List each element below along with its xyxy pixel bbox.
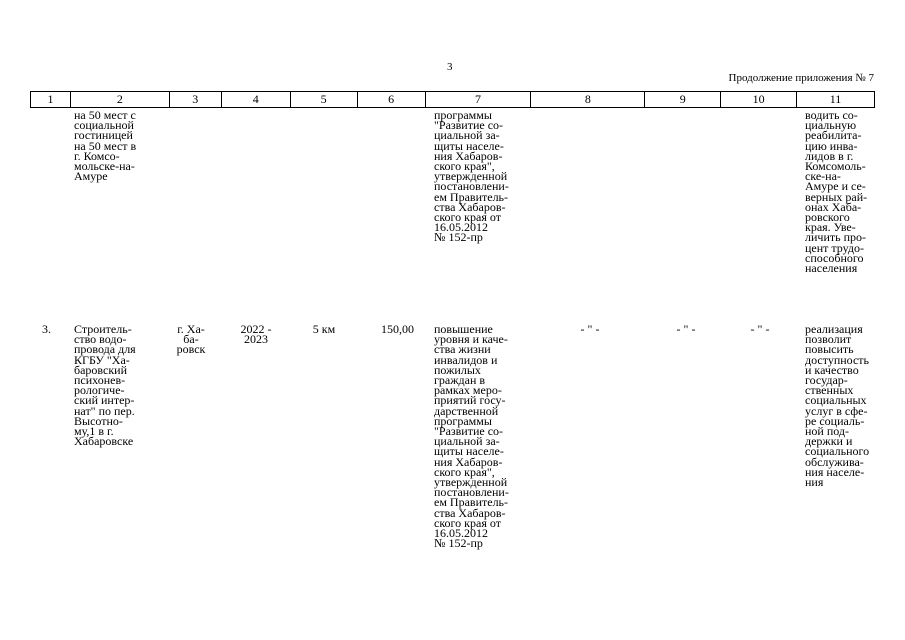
row3-place-cell: г. Ха- ба- ровск — [176, 322, 206, 357]
row3-result-cell: реализация позволит повысить доступность и качество государ- ственных социальных услуг в сфе- ре социаль- ной под- держки и социального обслужива- ния населе- ния — [805, 322, 870, 490]
row3-number-cell: 3. — [42, 322, 51, 336]
continued-result-cell: водить со- циальную реабилита- цию инва- лидов в г. Комсомоль- ске-на- Амуре и се- верных рай- онах Хаба- ровского края. Уве- личить про- цент трудо- способного населения — [805, 108, 868, 276]
column-header-3: 3 — [170, 92, 222, 107]
column-header-7: 7 — [426, 92, 532, 107]
continued-goal-cell: программы "Развитие со- циальной за- щиты населе- ния Хабаров- ского края", утвержденной постановлени- ем Правитель- ства Хабаров- ского края от 16.05.2012 № 152-пр — [434, 108, 509, 245]
row3-col9-cell: - " - — [676, 322, 696, 336]
column-header-1: 1 — [31, 92, 71, 107]
row3-col10-cell: - " - — [750, 322, 770, 336]
row3-years-cell: 2022 - 2023 — [240, 322, 272, 347]
appendix-caption: Продолжение приложения № 7 — [728, 72, 874, 84]
row3-goal-cell: повышение уровня и каче- ства жизни инвалидов и пожилых граждан в рамках меро- приятий госу- дарственной программы "Развитие со- циальной за- щиты населе- ния Хабаров- ского края", утвержденной постановлени- ем Правитель- ства Хабаров- ского края от 16.05.2012 № 152-пр — [434, 322, 509, 551]
column-header-2: 2 — [71, 92, 170, 107]
column-header-8: 8 — [531, 92, 645, 107]
row3-capacity-cell: 5 км — [312, 322, 336, 336]
column-header-9: 9 — [645, 92, 721, 107]
table-header-row — [30, 91, 875, 108]
column-header-10: 10 — [721, 92, 797, 107]
column-header-11: 11 — [829, 92, 842, 106]
continued-object-cell: на 50 мест с социальной гостиницей на 50 мест в г. Комсо- мольске-на- Амуре — [74, 108, 137, 184]
column-header-6: 6 — [358, 92, 426, 107]
page-number: 3 — [447, 61, 453, 73]
row3-cost-cell: 150,00 — [381, 322, 414, 336]
row3-object-cell: Строитель- ство водо- провода для КГБУ "Ха- баровский психонев- рологиче- ский интер- нат" по пер. Высотно- му,1 в г. Хабаровске — [74, 322, 136, 449]
column-header-5: 5 — [291, 92, 358, 107]
column-header-4: 4 — [222, 92, 291, 107]
row3-col8-cell: - " - — [580, 322, 600, 336]
